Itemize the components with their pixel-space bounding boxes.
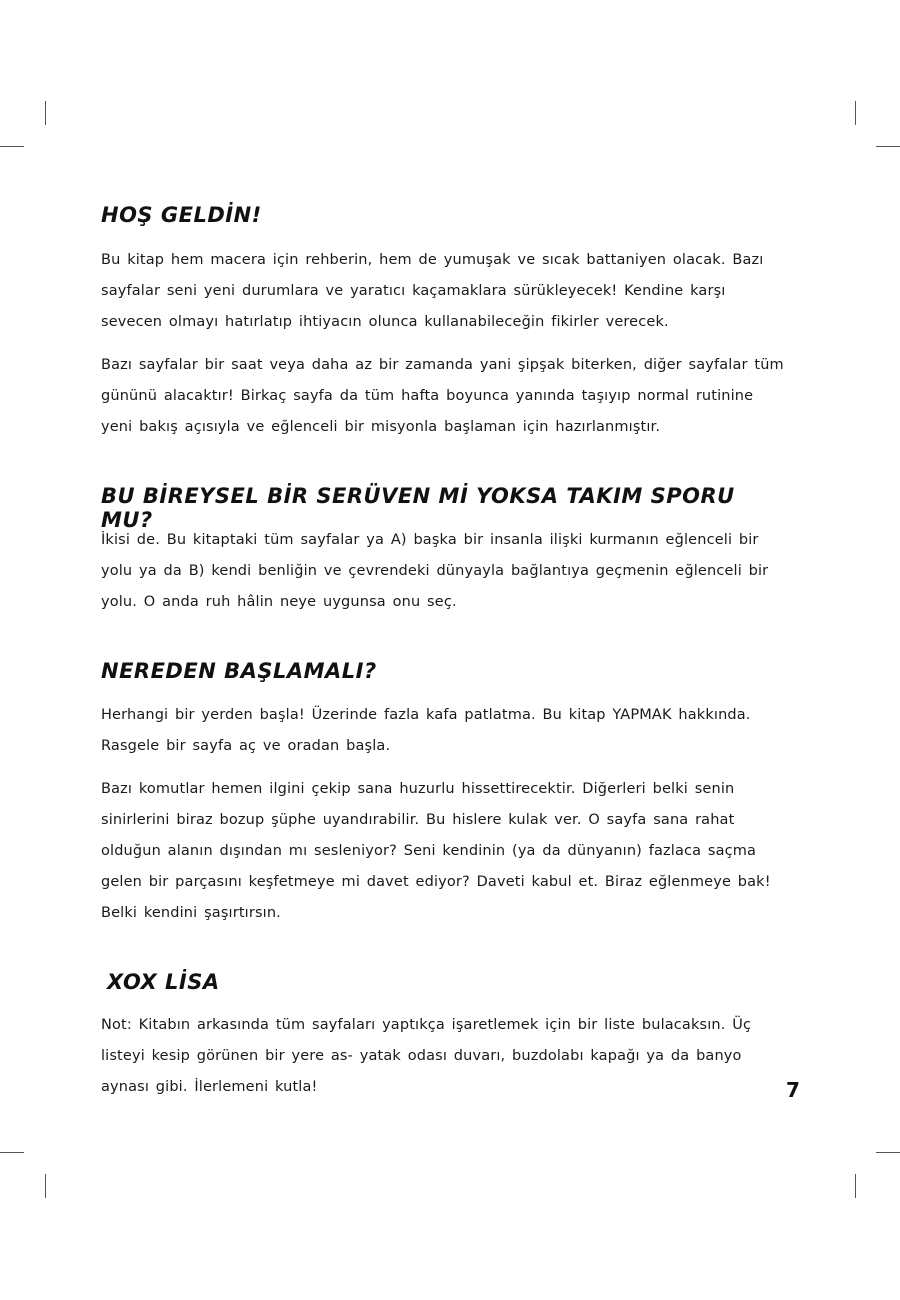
crop-mark-bottom-left — [0, 1152, 24, 1153]
section-heading-where-to-start: NEREDEN BAŞLAMALI? — [101, 659, 377, 683]
section-heading-signature: XOX LİSA — [107, 970, 220, 994]
paragraph: Bazı komutlar hemen ilgini çekip sana huzurlu hissettirecektir. Diğerleri belki senin sinirlerini biraz bozup şüphe uyandırabilir. Bu hislere kulak ver. O sayfa sana rahat olduğun alanın dışından mı sesleniyor? Seni kendinin (ya da dünyanın) fazlaca saçma gelen bir parçasını keşfetmeye mi davet ediyor? Daveti kabul et. Biraz eğlenmeye bak! Belki kendini şaşırtırsın. — [101, 781, 771, 921]
crop-mark-bottom-left — [45, 1174, 46, 1198]
paragraph: İkisi de. Bu kitaptaki tüm sayfalar ya A) başka bir insanla ilişki kurmanın eğlenceli bir yolu ya da B) kendi benliğin ve çevrendeki dünyayla bağlantıya geçmenin eğlenceli bir yolu. O anda ruh hâlin neye uygunsa onu seç. — [101, 532, 769, 610]
paragraph: Bazı sayfalar bir saat veya daha az bir zamanda yani şipşak biterken, diğer sayfalar tüm gününü alacaktır! Birkaç sayfa da tüm hafta boyunca yanında taşıyıp normal rutinine yeni bakış açısıyla ve eğlenceli bir misyonla başlaman için hazırlanmıştır. — [101, 357, 784, 435]
crop-mark-top-left — [45, 101, 46, 125]
paragraph: Herhangi bir yerden başla! Üzerinde fazla kafa patlatma. Bu kitap YAPMAK hakkında. Rasgele bir sayfa aç ve oradan başla. — [101, 707, 751, 754]
crop-mark-bottom-right — [855, 1174, 856, 1198]
crop-mark-top-left — [0, 146, 24, 147]
crop-mark-top-right — [876, 146, 900, 147]
crop-mark-top-right — [855, 101, 856, 125]
section-heading-welcome: HOŞ GELDİN! — [101, 203, 262, 227]
paragraph: Not: Kitabın arkasında tüm sayfaları yaptıkça işaretlemek için bir liste bulacaksın. Üç listeyi kesip görünen bir yere as- yatak odası duvarı, buzdolabı kapağı ya da banyo aynası gibi. İlerlemeni kutla! — [101, 1017, 752, 1095]
paragraph: Bu kitap hem macera için rehberin, hem de yumuşak ve sıcak battaniyen olacak. Bazı sayfalar seni yeni durumlara ve yaratıcı kaçamaklara sürükleyecek! Kendine karşı sevecen olmayı hatırlatıp ihtiyacın olunca kullanabileceğin fikirler verecek. — [101, 252, 764, 330]
page-number: 7 — [786, 1078, 800, 1102]
section-heading-solo-or-team: BU BİREYSEL BİR SERÜVEN Mİ YOKSA TAKIM SPORU MU? — [101, 484, 735, 532]
crop-mark-bottom-right — [876, 1152, 900, 1153]
